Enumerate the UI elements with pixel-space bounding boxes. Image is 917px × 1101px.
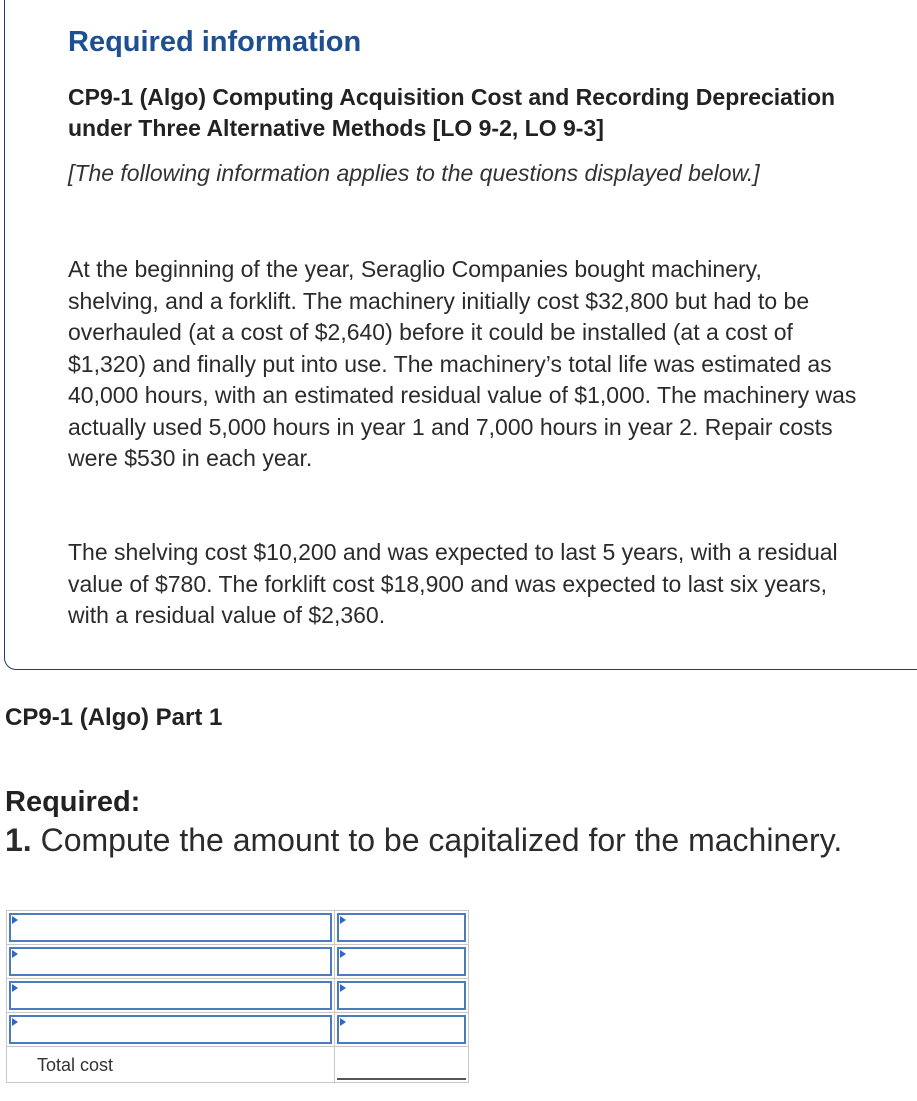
cost-amount-input-3[interactable] <box>337 981 466 1010</box>
question-body: Compute the amount to be capitalized for the machinery. <box>40 822 843 858</box>
question-number: 1. <box>5 822 32 858</box>
required-information-title: Required information <box>68 26 362 58</box>
table-row <box>7 911 469 945</box>
cost-amount-input-2[interactable] <box>337 947 466 976</box>
table-row <box>7 1013 469 1047</box>
table-row <box>7 945 469 979</box>
cost-label-input-3[interactable] <box>9 981 332 1010</box>
cost-label-input-1[interactable] <box>9 913 332 942</box>
question-text <box>5 822 842 859</box>
intro-note: [The following information applies to the questions displayed below.] <box>68 160 760 186</box>
cost-label-input-2[interactable] <box>9 947 332 976</box>
cost-amount-input-1[interactable] <box>337 913 466 942</box>
table-row <box>7 979 469 1013</box>
cost-amount-input-4[interactable] <box>337 1015 466 1044</box>
cost-label-input-4[interactable] <box>9 1015 332 1044</box>
total-cost-label: Total cost <box>37 1055 114 1075</box>
total-row <box>7 1047 469 1083</box>
required-label: Required: <box>5 786 141 818</box>
scenario-paragraph-1: At the beginning of the year, Seraglio Companies bought machinery, shelving, and a forklift. The machinery initially cost $32,800 but had to be overhauled (at a cost of $2,640) before it could be installed (at a cost of $1,320) and finally put into use. The machinery’s total life was estimated as 40,000 hours, with an estimated residual value of $1,000. The machinery was actually used 5,000 hours in year 1 and 7,000 hours in year 2. Repair costs were $530 in each year. <box>68 256 857 471</box>
scenario-paragraph-2: The shelving cost $10,200 and was expected to last 5 years, with a residual value of $780. The forklift cost $18,900 and was expected to last six years, with a residual value of $2,360. <box>68 539 838 628</box>
part-title: CP9-1 (Algo) Part 1 <box>5 704 223 731</box>
answer-table <box>6 910 469 1083</box>
problem-title: CP9-1 (Algo) Computing Acquisition Cost and Recording Depreciation under Three Alternative Methods [LO 9-2, LO 9-3] <box>68 84 836 141</box>
total-cost-input[interactable] <box>337 1049 466 1080</box>
